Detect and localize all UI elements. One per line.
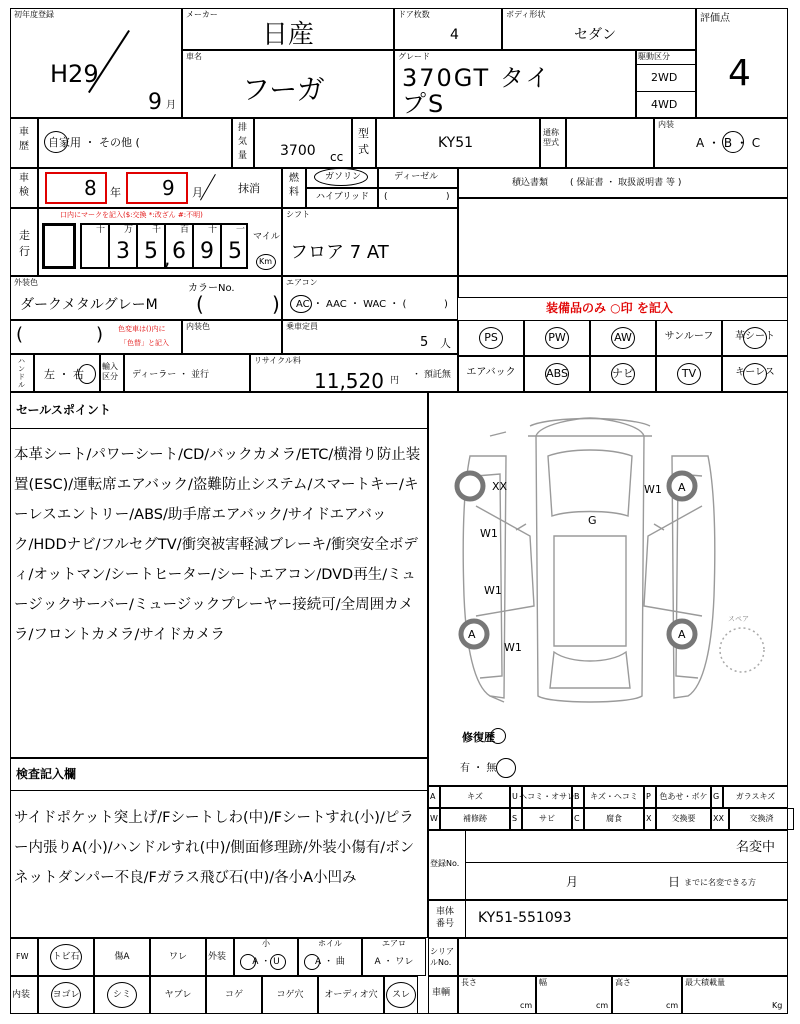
- model-label: 型式: [358, 127, 369, 156]
- chassis-label: 車体番号: [436, 907, 455, 929]
- equipment-item-4: 革シート: [735, 331, 775, 342]
- equipment-item-2: AW: [614, 331, 632, 344]
- ext-label: 外装: [208, 952, 227, 962]
- reg-month: 月: [566, 875, 579, 889]
- displacement-value: 3700: [280, 143, 316, 159]
- int-item-6: スレ: [391, 990, 411, 1000]
- ext-small-a-circle: [240, 954, 256, 970]
- recycle-value: 11,520: [314, 369, 384, 393]
- ext-head-2: エアロ: [382, 939, 406, 948]
- legend-desc-0: キズ: [467, 792, 483, 801]
- documents-area-lower: [458, 276, 788, 298]
- recycle-yen: 円: [390, 376, 400, 386]
- mileage-digit-5: 5: [228, 239, 242, 264]
- history-private-circle: [44, 131, 68, 153]
- first-reg-label: 初年度登録: [14, 10, 54, 19]
- fuel-diesel: ディーゼル: [394, 172, 439, 182]
- history-value: 自家用 ・ その他 (: [48, 136, 140, 149]
- legend-desc-5: 補修跡: [463, 814, 487, 823]
- legend-desc-7: 腐食: [606, 814, 622, 823]
- fw-tobi-circle: [50, 944, 82, 970]
- vehicle-label: 車輌: [432, 988, 451, 998]
- legend-code-6: S: [512, 814, 518, 823]
- sales-points-heading: セールスポイント: [16, 403, 111, 417]
- int-item-2: ヤブレ: [164, 990, 192, 1000]
- chassis-value: KY51-551093: [478, 910, 572, 926]
- model-value: KY51: [438, 135, 474, 151]
- handle-right-circle: [78, 364, 96, 384]
- mileage-digit-divider: [220, 223, 222, 269]
- reg-no-label: 登録No.: [430, 859, 460, 868]
- serial-cell: [458, 938, 788, 976]
- shift-value: フロア 7 AT: [290, 242, 389, 263]
- diagram-mark-g: G: [588, 514, 597, 527]
- int-item-1: シミ: [112, 990, 132, 1000]
- int-circle-0: [51, 982, 81, 1008]
- reg-no-divider: [466, 862, 788, 863]
- mileage-digit-3: 6: [172, 239, 186, 264]
- body-shape-value: セダン: [574, 27, 617, 43]
- equipment-circle-0: [479, 327, 503, 349]
- spare-label: スペア: [728, 615, 749, 623]
- ext-val-0: A ・ U: [252, 957, 280, 967]
- diagram-mark-w1-leftbottom: W1: [504, 641, 522, 654]
- fuel-other-close: ): [446, 192, 450, 202]
- color-change-close: ): [96, 324, 104, 345]
- mileage-unit-2: 千: [152, 225, 162, 235]
- exterior-color-value: ダークメタルグレーM: [20, 297, 158, 313]
- mileage-unit-1: 万: [124, 225, 134, 235]
- mileage-mile: マイル: [253, 232, 280, 242]
- sales-points-text: 本革シート/パワーシート/CD/バックカメラ/ETC/横滑り防止装置(ESC)/運転席エアバック/盗難防止システム/スマートキー/キーレスエントリー/ABS/助手席エアバック/サイドエアバック/HDDナビ/フルセグTV/衝突被害軽減ブレーキ/衝突安全ボディ/オットマン/シートヒーター/シートエアコン/DVD再生/ミュージックサーバー/ミュージックプレーヤー接続可/全周囲カメラ/フロントカメラ/サイドカメラ: [14, 447, 421, 643]
- inspector-heading: 検査記入欄: [16, 767, 77, 781]
- mileage-digit-1: 3: [116, 239, 130, 264]
- common-model-label: 通称型式: [543, 128, 559, 147]
- import-value: ディーラー ・ 並行: [132, 370, 210, 380]
- diagram-mark-w1-right: W1: [644, 483, 662, 496]
- equipment-heading: 装備品のみ ○印 を記入: [546, 301, 673, 315]
- dimension-label-3: 最大積載量: [685, 978, 725, 987]
- fuel-label: 燃料: [289, 173, 299, 198]
- inspector-notes: サイドポケット突上げ/Fシートしわ(中)/Fシートすれ(小)/ピラー内張りA(小)/ハンドルすれ(中)/側面修理跡/外装小傷有/ボンネットダンパー不良/Fガラス飛び石(中)/各小A小凹み: [14, 810, 415, 886]
- doors-label: ドア枚数: [398, 10, 430, 19]
- rating-value: 4: [728, 53, 751, 94]
- inspection-month: 9: [162, 176, 175, 200]
- int-item-4: コゲ穴: [276, 990, 304, 1000]
- inspection-year-unit: 年: [110, 186, 121, 199]
- recycle-label: リサイクル料: [254, 356, 301, 365]
- mileage-note: 口内にマークを記入($:交換 *:改ざん #:不明): [60, 211, 203, 219]
- mileage-unit-4: 十: [208, 225, 218, 235]
- fuel-hybrid: ハイブリッド: [316, 192, 370, 202]
- maker-label: メーカー: [186, 10, 218, 19]
- int-label: 内装: [12, 990, 31, 1000]
- int-item-3: コゲ: [224, 990, 244, 1000]
- history-label: 車歴: [19, 127, 29, 152]
- serial-label: シリアルNo.: [430, 947, 454, 967]
- fuel-gasoline-circle: [314, 168, 368, 186]
- equipment-circle-8: [677, 363, 701, 385]
- dimension-label-2: 高さ: [615, 978, 631, 987]
- equipment-item-7: ナビ: [612, 367, 634, 380]
- legend-code-5: W: [430, 814, 438, 823]
- equipment-item-6: ABS: [546, 367, 568, 380]
- grade-line2: プS: [402, 90, 446, 118]
- inspector-divider: [10, 790, 428, 791]
- equipment-item-3: サンルーフ: [664, 331, 714, 342]
- drive-4wd: 4WD: [651, 98, 678, 111]
- fw-item-1: 傷A: [114, 952, 130, 962]
- equipment-item-9: キーレス: [735, 367, 775, 378]
- equipment-circle-4: [743, 327, 767, 349]
- legend-code-9: XX: [713, 814, 724, 823]
- diagram-mark-a-rightrear: A: [678, 628, 686, 641]
- aircon-value: AC ・ AAC ・ WAC ・ (: [296, 299, 407, 310]
- interior-color-label: 内装色: [186, 322, 210, 331]
- import-label: 輸入区分: [102, 362, 118, 381]
- handle-label: ハンドル: [18, 357, 25, 389]
- fuel-gasoline: ガソリン: [325, 172, 362, 182]
- inspection-label: 車検: [19, 173, 29, 198]
- inspection-month-unit: 月: [192, 186, 203, 199]
- legend-desc-2: キズ・ヘコミ: [590, 792, 638, 801]
- aircon-label: エアコン: [286, 278, 318, 287]
- ext-small-u-circle: [270, 954, 286, 970]
- equipment-item-5: エアバック: [466, 367, 516, 378]
- name-change: 名変中: [736, 840, 776, 855]
- legend-code-4: G: [713, 792, 720, 801]
- inspection-deleted: 抹消: [238, 182, 260, 195]
- legend-code-7: C: [574, 814, 580, 823]
- int-item-0: ヨゴレ: [52, 990, 80, 1000]
- displacement-unit: cc: [330, 150, 344, 164]
- exterior-color-label: 外装色: [14, 278, 38, 287]
- grade-line1: 370GT タイ: [402, 64, 552, 92]
- equipment-circle-9: [743, 363, 767, 385]
- documents-area: [458, 198, 788, 276]
- shift-label: シフト: [286, 210, 310, 219]
- repair-none-circle: [496, 758, 516, 778]
- mileage-unit-0: 十: [96, 225, 106, 235]
- color-change-note2: 「色替」と記入: [120, 339, 169, 347]
- mileage-digit-4: 9: [200, 239, 214, 264]
- interior-label: 内装: [658, 120, 674, 129]
- legend-desc-3: 色あせ・ボケ: [659, 792, 708, 801]
- mileage-label: 走行: [19, 229, 30, 258]
- maker-value: 日産: [262, 20, 315, 50]
- car-name-label: 車名: [186, 52, 202, 61]
- int-circle-1: [107, 982, 137, 1008]
- int-circle-6: [386, 982, 416, 1008]
- body-shape-label: ボディ形状: [506, 10, 546, 19]
- first-reg-era: H29: [50, 60, 99, 88]
- name-change-deadline: までに名変できる方: [684, 878, 756, 887]
- inspection-month-box: [126, 172, 188, 204]
- legend-code-2: B: [574, 792, 580, 801]
- inspection-year: 8: [84, 176, 97, 200]
- documents-label: 積込書類: [512, 178, 549, 188]
- capacity-label: 乗車定員: [286, 322, 318, 331]
- aircon-ac-circle: [290, 295, 312, 313]
- equipment-circle-1: [545, 327, 569, 349]
- sales-points-divider: [10, 428, 428, 429]
- handle-value: 左 ・ 右: [44, 368, 84, 381]
- legend-code-8: X: [646, 814, 652, 823]
- drive-2wd: 2WD: [651, 71, 678, 84]
- diagram-mark-w1-leftfront: W1: [480, 527, 498, 540]
- legend-desc-9: 交換済: [749, 814, 774, 823]
- diagram-mark-w1-leftrear: W1: [484, 584, 502, 597]
- legend-desc-1: ヘコミ・オサレ: [519, 792, 575, 801]
- reg-no-cell: [428, 830, 788, 900]
- diagram-mark-a-rightfront: A: [678, 481, 686, 494]
- equipment-item-8: TV: [681, 367, 697, 380]
- diagram-mark-a-leftrear: A: [468, 628, 476, 641]
- ext-head-1: ホイル: [318, 939, 342, 948]
- dimension-unit-2: cm: [666, 1001, 679, 1010]
- dimension-label-0: 長さ: [461, 978, 477, 987]
- first-reg-month: 9: [148, 90, 162, 115]
- repair-yn: 有 ・ 無: [460, 763, 497, 774]
- legend-code-3: P: [646, 792, 651, 801]
- color-change-note1: 色変車は()内に: [118, 325, 166, 333]
- recycle-status: ・ 預託無: [412, 370, 451, 380]
- dimension-label-1: 幅: [539, 978, 547, 987]
- repair-history-label: 修復歴: [462, 731, 495, 744]
- fuel-other-open: (: [384, 192, 388, 202]
- first-reg-month-unit: 月: [166, 100, 176, 111]
- displacement-label: 排気量: [238, 123, 248, 161]
- capacity-value: 5: [420, 335, 429, 350]
- fw-label: FW: [16, 952, 29, 961]
- color-no-open: (: [196, 292, 204, 316]
- mileage-digit-divider: [192, 223, 194, 269]
- legend-desc-8: 交換要: [671, 814, 696, 823]
- dimension-unit-0: cm: [520, 1001, 533, 1010]
- reg-day: 日: [668, 875, 681, 889]
- dimension-unit-1: cm: [596, 1001, 609, 1010]
- legend-desc-6: サビ: [539, 814, 555, 823]
- fw-item-2: ワレ: [168, 952, 188, 962]
- mileage-digit-2: 5: [144, 239, 158, 264]
- ext-head-0: 小: [262, 939, 270, 948]
- equipment-item-0: PS: [484, 331, 498, 344]
- color-change-open: (: [16, 324, 24, 345]
- mileage-mark-box: [42, 223, 76, 269]
- grade-label: グレード: [398, 52, 430, 61]
- mileage-unit-3: 百: [180, 225, 190, 235]
- dimension-unit-3: Kg: [772, 1001, 783, 1010]
- mileage-comma: ,: [164, 246, 171, 270]
- legend-desc-4: ガラスキズ: [735, 792, 776, 801]
- ext-val-1: A ・ 曲: [315, 957, 345, 967]
- ext-val-2: A ・ ワレ: [374, 957, 414, 967]
- common-model-cell: [566, 118, 654, 168]
- mileage-digit-divider: [136, 223, 138, 269]
- car-diagram: [430, 396, 786, 736]
- color-no-label: カラーNo.: [188, 283, 235, 294]
- equipment-item-1: PW: [548, 331, 566, 344]
- mileage-unit-5: 一: [236, 225, 246, 235]
- legend-code-1: U: [512, 792, 518, 801]
- repair-history-circle: [490, 728, 506, 744]
- fw-item-0: トビ石: [52, 952, 80, 962]
- ext-wheel-a-circle: [304, 954, 320, 970]
- equipment-circle-7: [611, 363, 635, 385]
- equipment-circle-2: [611, 327, 635, 349]
- equipment-circle-6: [545, 363, 569, 385]
- car-name-value: フーガ: [242, 73, 325, 106]
- mileage-km: Km: [259, 257, 273, 266]
- aircon-close: ): [444, 299, 448, 310]
- interior-b-circle: [722, 131, 744, 153]
- interior-value: A ・ B ・ C: [696, 136, 761, 150]
- inspection-year-box: [45, 172, 107, 204]
- int-item-5: オーディオ穴: [324, 990, 378, 1000]
- drive-label: 駆動区分: [638, 52, 670, 61]
- color-no-close: ): [272, 292, 280, 316]
- doors-value: 4: [450, 27, 459, 43]
- capacity-unit: 人: [440, 337, 451, 350]
- rating-label: 評価点: [700, 13, 730, 24]
- diagram-mark-xx: XX: [492, 480, 508, 493]
- mileage-digit-divider: [108, 223, 110, 269]
- legend-code-0: A: [430, 792, 436, 801]
- documents-value: ( 保証書 ・ 取扱説明書 等 ): [570, 178, 682, 188]
